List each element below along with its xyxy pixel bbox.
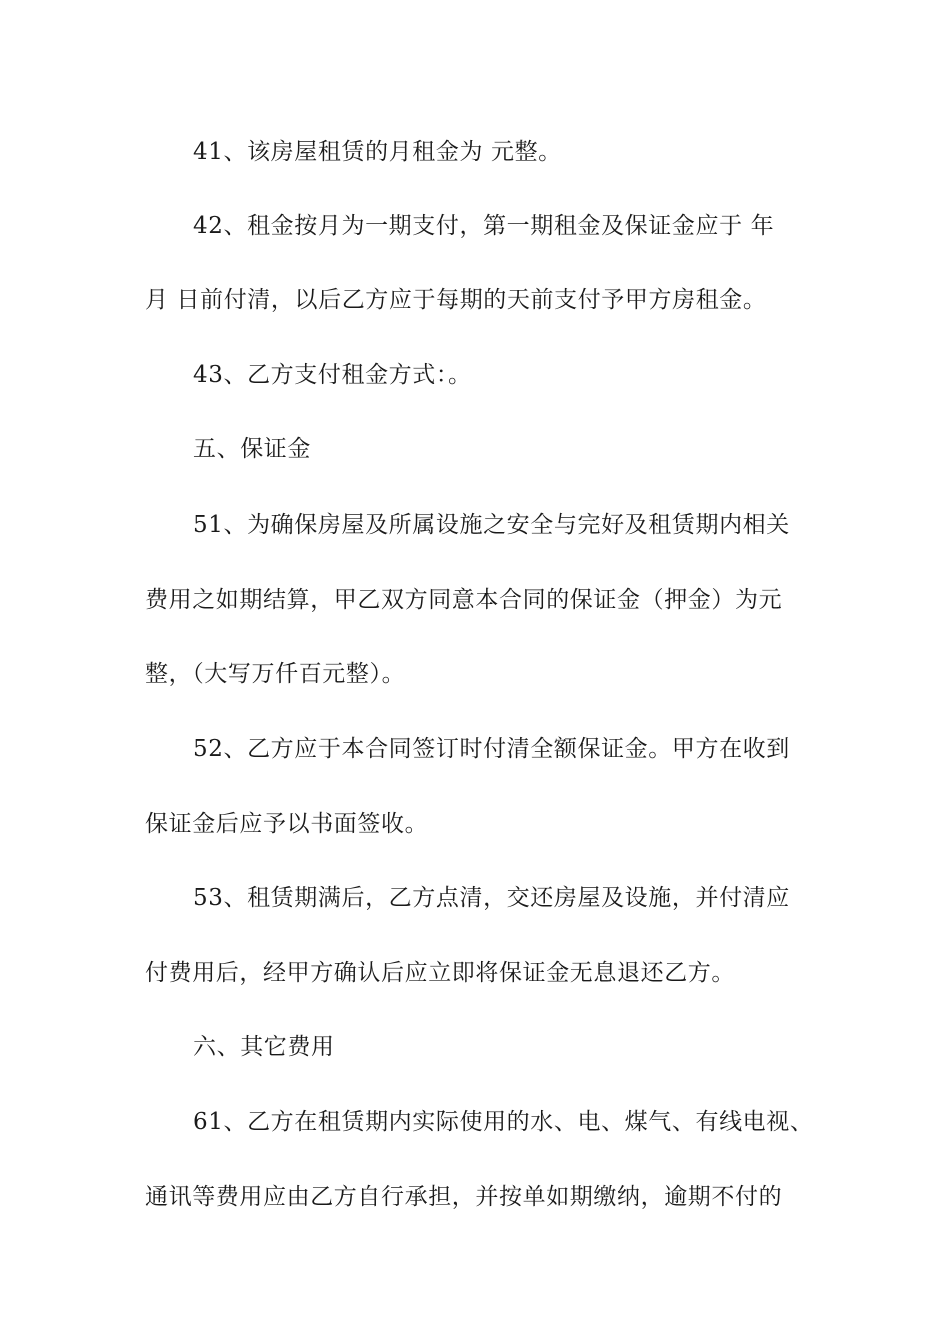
paragraph-61-line-1: 61、乙方在租赁期内实际使用的水、电、煤气、有线电视、 [193,1109,814,1135]
paragraph-61-line-2: 通讯等费用应由乙方自行承担，并按单如期缴纳，逾期不付的 [145,1184,783,1210]
paragraph-42-line-2: 月 日前付清，以后乙方应于每期的天前支付予甲方房租金。 [145,287,767,313]
section-heading-deposit: 五、保证金 [193,436,311,462]
paragraph-51-line-2: 费用之如期结算，甲乙双方同意本合同的保证金（押金）为元 [145,587,783,613]
section-heading-other-fees: 六、其它费用 [193,1034,335,1060]
paragraph-52-line-1: 52、乙方应于本合同签订时付清全额保证金。甲方在收到 [193,736,790,762]
paragraph-42-line-1: 42、租金按月为一期支付，第一期租金及保证金应于 年 [193,213,775,239]
paragraph-41: 41、该房屋租赁的月租金为 元整。 [193,139,562,165]
paragraph-51-line-1: 51、为确保房屋及所属设施之安全与完好及租赁期内相关 [193,512,790,538]
paragraph-43: 43、乙方支付租金方式：。 [193,362,472,388]
paragraph-52-line-2: 保证金后应予以书面签收。 [145,811,429,837]
paragraph-51-line-3: 整，（大写万仟百元整）。 [145,661,406,687]
paragraph-53-line-1: 53、租赁期满后，乙方点清，交还房屋及设施，并付清应 [193,885,790,911]
paragraph-53-line-2: 付费用后，经甲方确认后应立即将保证金无息退还乙方。 [145,960,735,986]
